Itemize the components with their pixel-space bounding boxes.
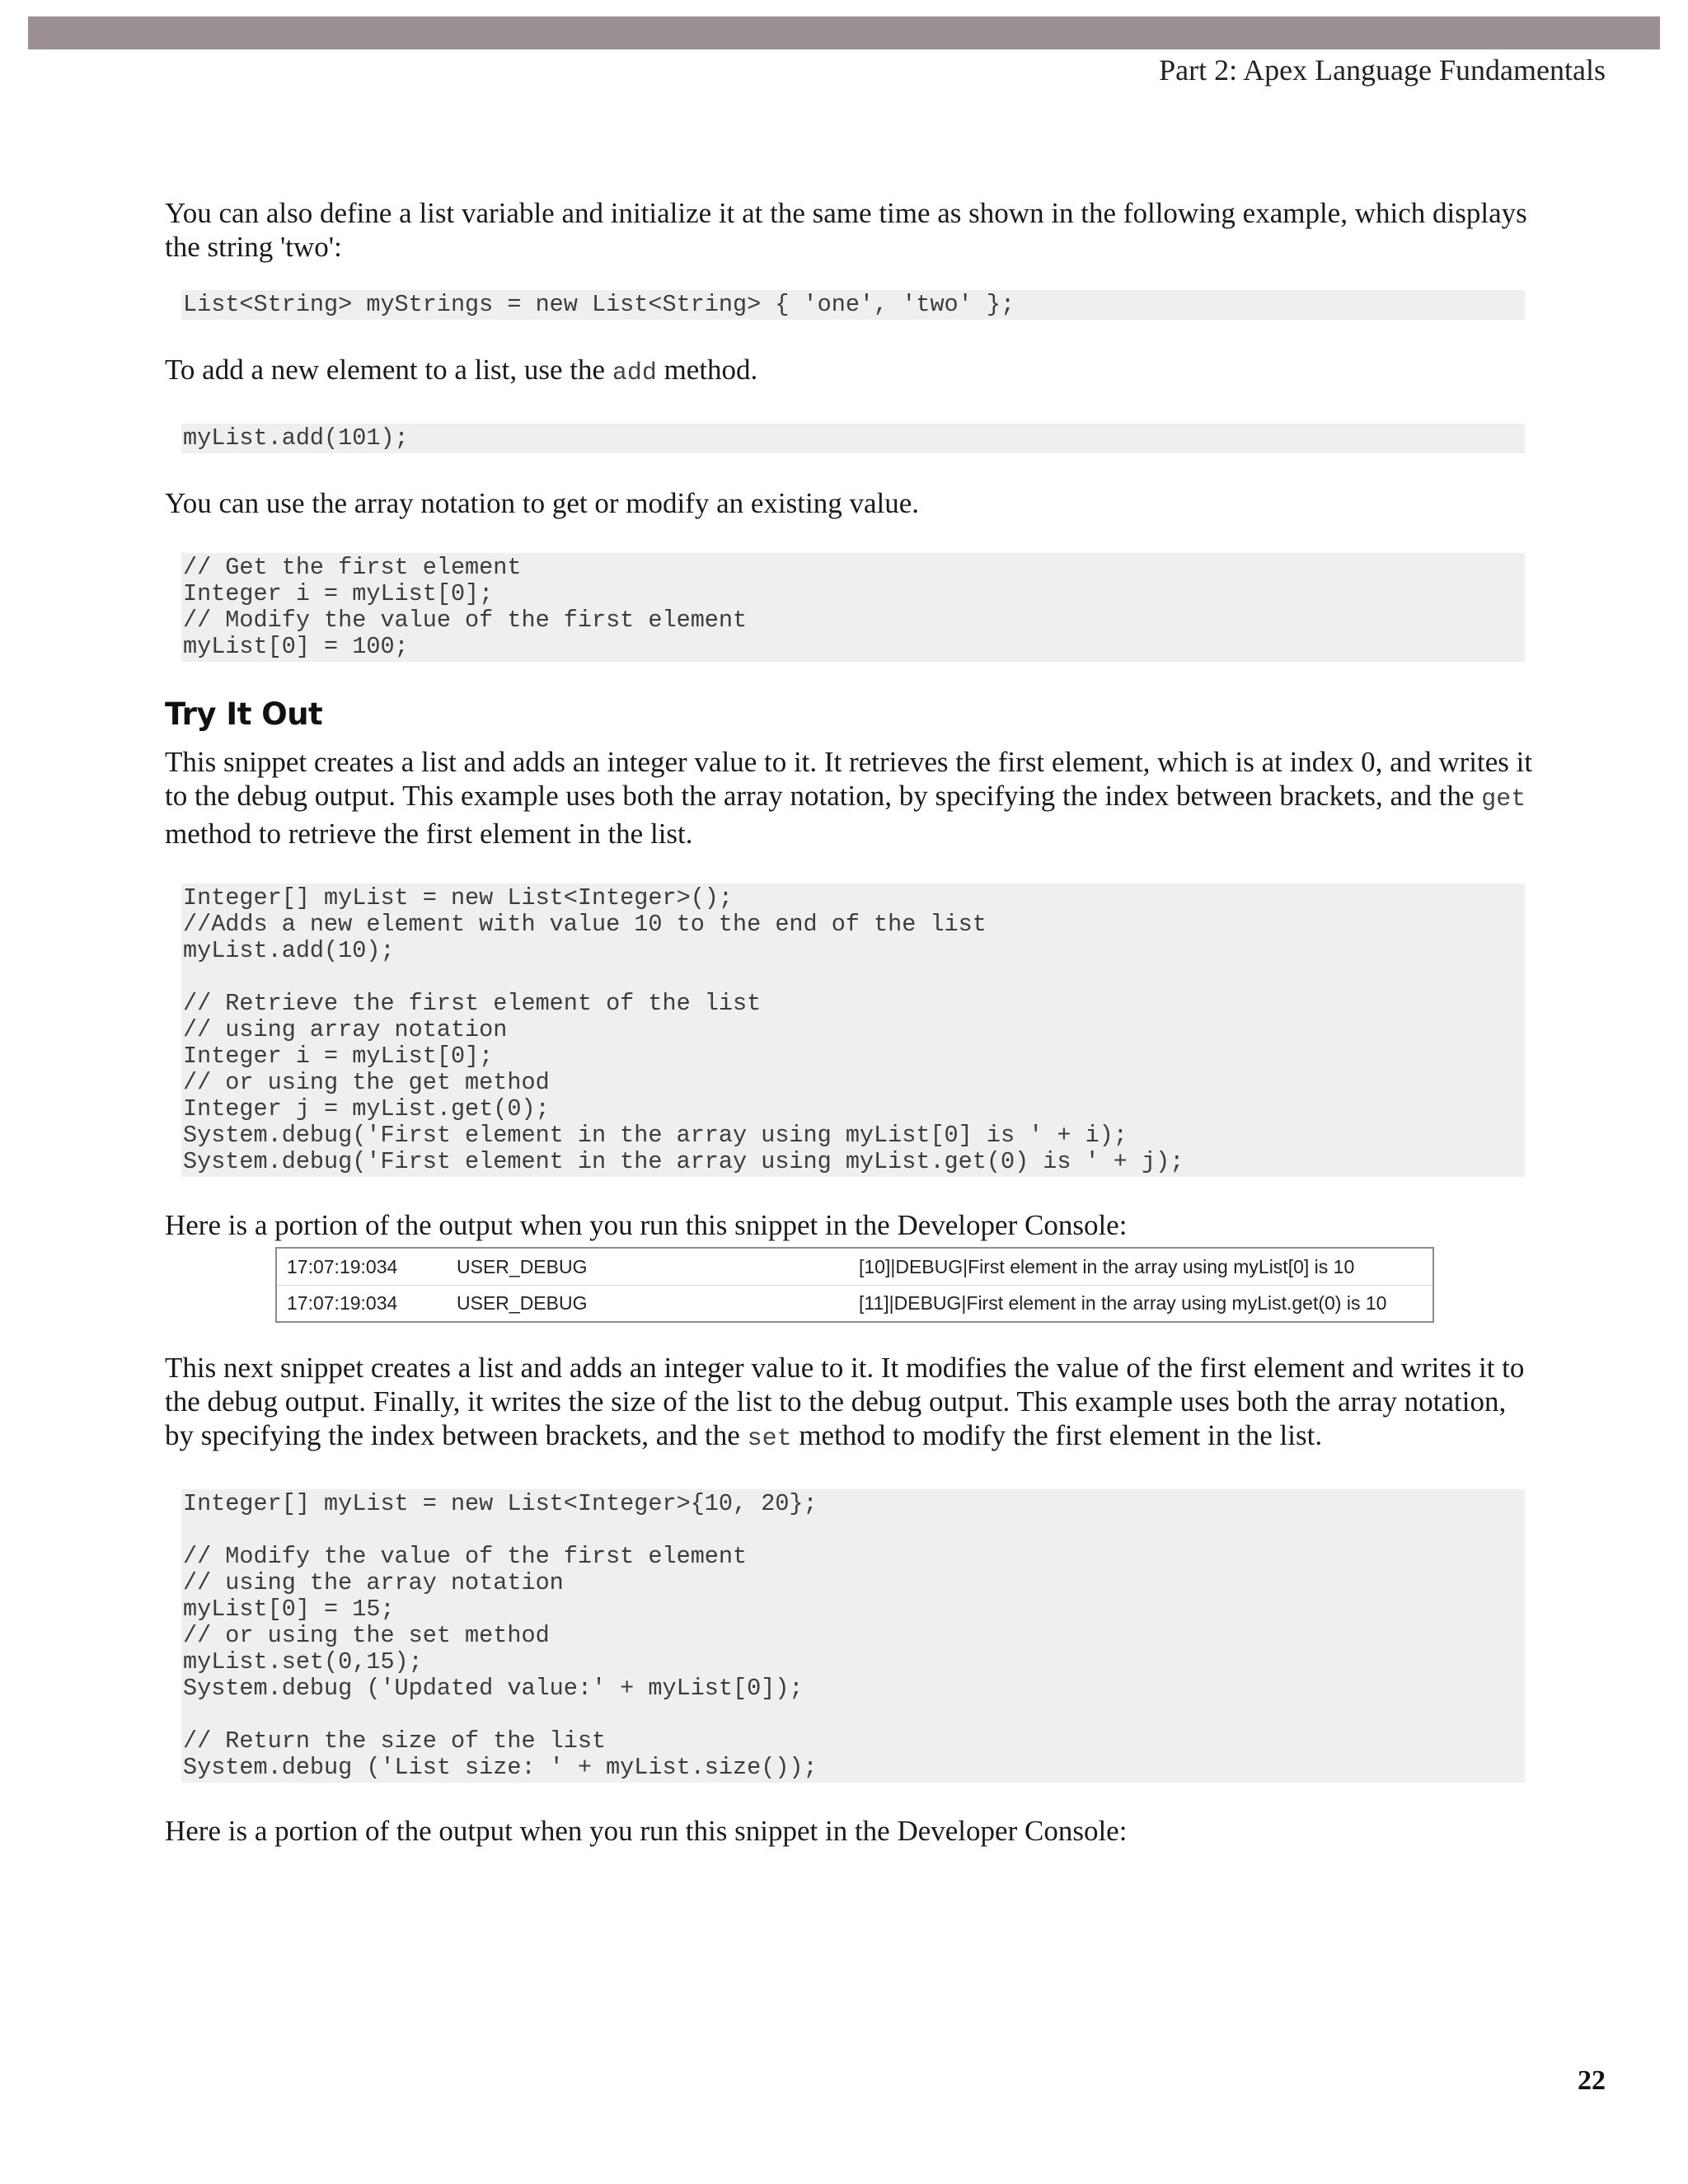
code-line: // or using the get method <box>183 1069 550 1096</box>
log-timestamp: 17:07:19:034 <box>287 1255 398 1277</box>
code-line: System.debug ('Updated value:' + myList[0]); <box>183 1675 804 1702</box>
intro-paragraph: You can also define a list variable and initialize it at the same time as shown in the following example, which displays the string 'two': <box>165 197 1527 263</box>
output-intro-paragraph-1: Here is a portion of the output when you run this snippet in the Developer Console: <box>165 1209 1128 1241</box>
log-message: [10]|DEBUG|First element in the array using myList[0] is 10 <box>859 1255 1355 1277</box>
code-line: myList[0] = 100; <box>183 633 409 660</box>
code-line: //Adds a new element with value 10 to the end of the list <box>183 911 987 938</box>
code-line <box>183 1702 1525 1728</box>
code-line: System.debug ('List size: ' + myList.size()); <box>183 1754 818 1781</box>
page-content <box>165 196 1541 1848</box>
code-line: // Return the size of the list <box>183 1727 607 1755</box>
code-line <box>183 1517 1525 1544</box>
code-block-set-example <box>181 1489 1525 1783</box>
code-line: myList.set(0,15); <box>183 1648 423 1675</box>
top-color-bar <box>28 16 1660 49</box>
set-method-text: This next snippet creates a list and adds an integer value to it. It modifies the value of the first element and writes it to the debug output. Finally, it writes the size of the list to the debug output. This example uses both the array notation, by specifying the index between brackets, and the <box>165 1352 1525 1451</box>
set-method-paragraph <box>165 1351 1541 1456</box>
try-it-out-text: This snippet creates a list and adds an integer value to it. It retrieves the first element, which is at index 0, and writes it to the debug output. This example uses both the array notation, by specifying the index between brackets, and the <box>165 746 1533 812</box>
code-line: Integer j = myList.get(0); <box>183 1095 550 1122</box>
running-header: Part 2: Apex Language Fundamentals <box>1159 54 1606 87</box>
log-message: [11]|DEBUG|First element in the array using myList.get(0) is 10 <box>859 1292 1387 1314</box>
code-block-get-example <box>181 883 1525 1177</box>
code-line: // Modify the value of the first element <box>183 1543 748 1570</box>
page-number: 22 <box>1578 2065 1606 2096</box>
code-line: myList[0] = 15; <box>183 1596 395 1623</box>
inline-code-add: add <box>612 359 657 387</box>
array-notation-paragraph: You can use the array notation to get or modify an existing value. <box>165 487 919 519</box>
add-method-text: To add a new element to a list, use the <box>165 354 612 386</box>
code-block-array-notation <box>181 553 1525 662</box>
code-line: System.debug('First element in the array using myList.get(0) is ' + j); <box>183 1148 1184 1175</box>
log-row <box>277 1285 1432 1321</box>
try-it-out-paragraph <box>165 745 1541 851</box>
code-line: myList.add(10); <box>183 937 395 964</box>
code-line: // or using the set method <box>183 1622 550 1649</box>
log-timestamp: 17:07:19:034 <box>287 1292 398 1314</box>
code-line: // Modify the value of the first element <box>183 607 748 634</box>
code-line: Integer i = myList[0]; <box>183 1043 494 1070</box>
log-row <box>277 1249 1432 1285</box>
code-line: Integer i = myList[0]; <box>183 580 494 607</box>
debug-log-table <box>275 1247 1434 1323</box>
log-event: USER_DEBUG <box>457 1255 588 1277</box>
code-line: Integer[] myList = new List<Integer>{10, 20}; <box>183 1490 818 1517</box>
add-method-paragraph <box>165 353 1541 391</box>
add-method-text-end: method. <box>656 354 758 386</box>
code-block-list-init <box>181 290 1525 320</box>
code-line: List<String> myStrings = new List<String> { 'one', 'two' }; <box>183 291 1015 318</box>
code-line: // Retrieve the first element of the list <box>183 990 762 1017</box>
code-line: Integer[] myList = new List<Integer>(); <box>183 884 734 912</box>
inline-code-get: get <box>1481 785 1526 813</box>
log-event: USER_DEBUG <box>457 1292 588 1314</box>
set-method-text-end: method to modify the first element in the list. <box>791 1419 1323 1451</box>
code-line: myList.add(101); <box>183 424 409 452</box>
code-block-add <box>181 424 1525 453</box>
output-intro-paragraph-2: Here is a portion of the output when you run this snippet in the Developer Console: <box>165 1815 1128 1847</box>
code-line: System.debug('First element in the array using myList[0] is ' + i); <box>183 1122 1128 1149</box>
code-line: // Get the first element <box>183 554 522 581</box>
code-line: // using the array notation <box>183 1569 564 1596</box>
code-line <box>183 964 1525 991</box>
try-it-out-text-end: method to retrieve the first element in the list. <box>165 818 693 850</box>
section-heading-try-it-out: Try It Out <box>165 696 323 732</box>
code-line: // using array notation <box>183 1016 508 1043</box>
inline-code-set: set <box>747 1425 792 1453</box>
